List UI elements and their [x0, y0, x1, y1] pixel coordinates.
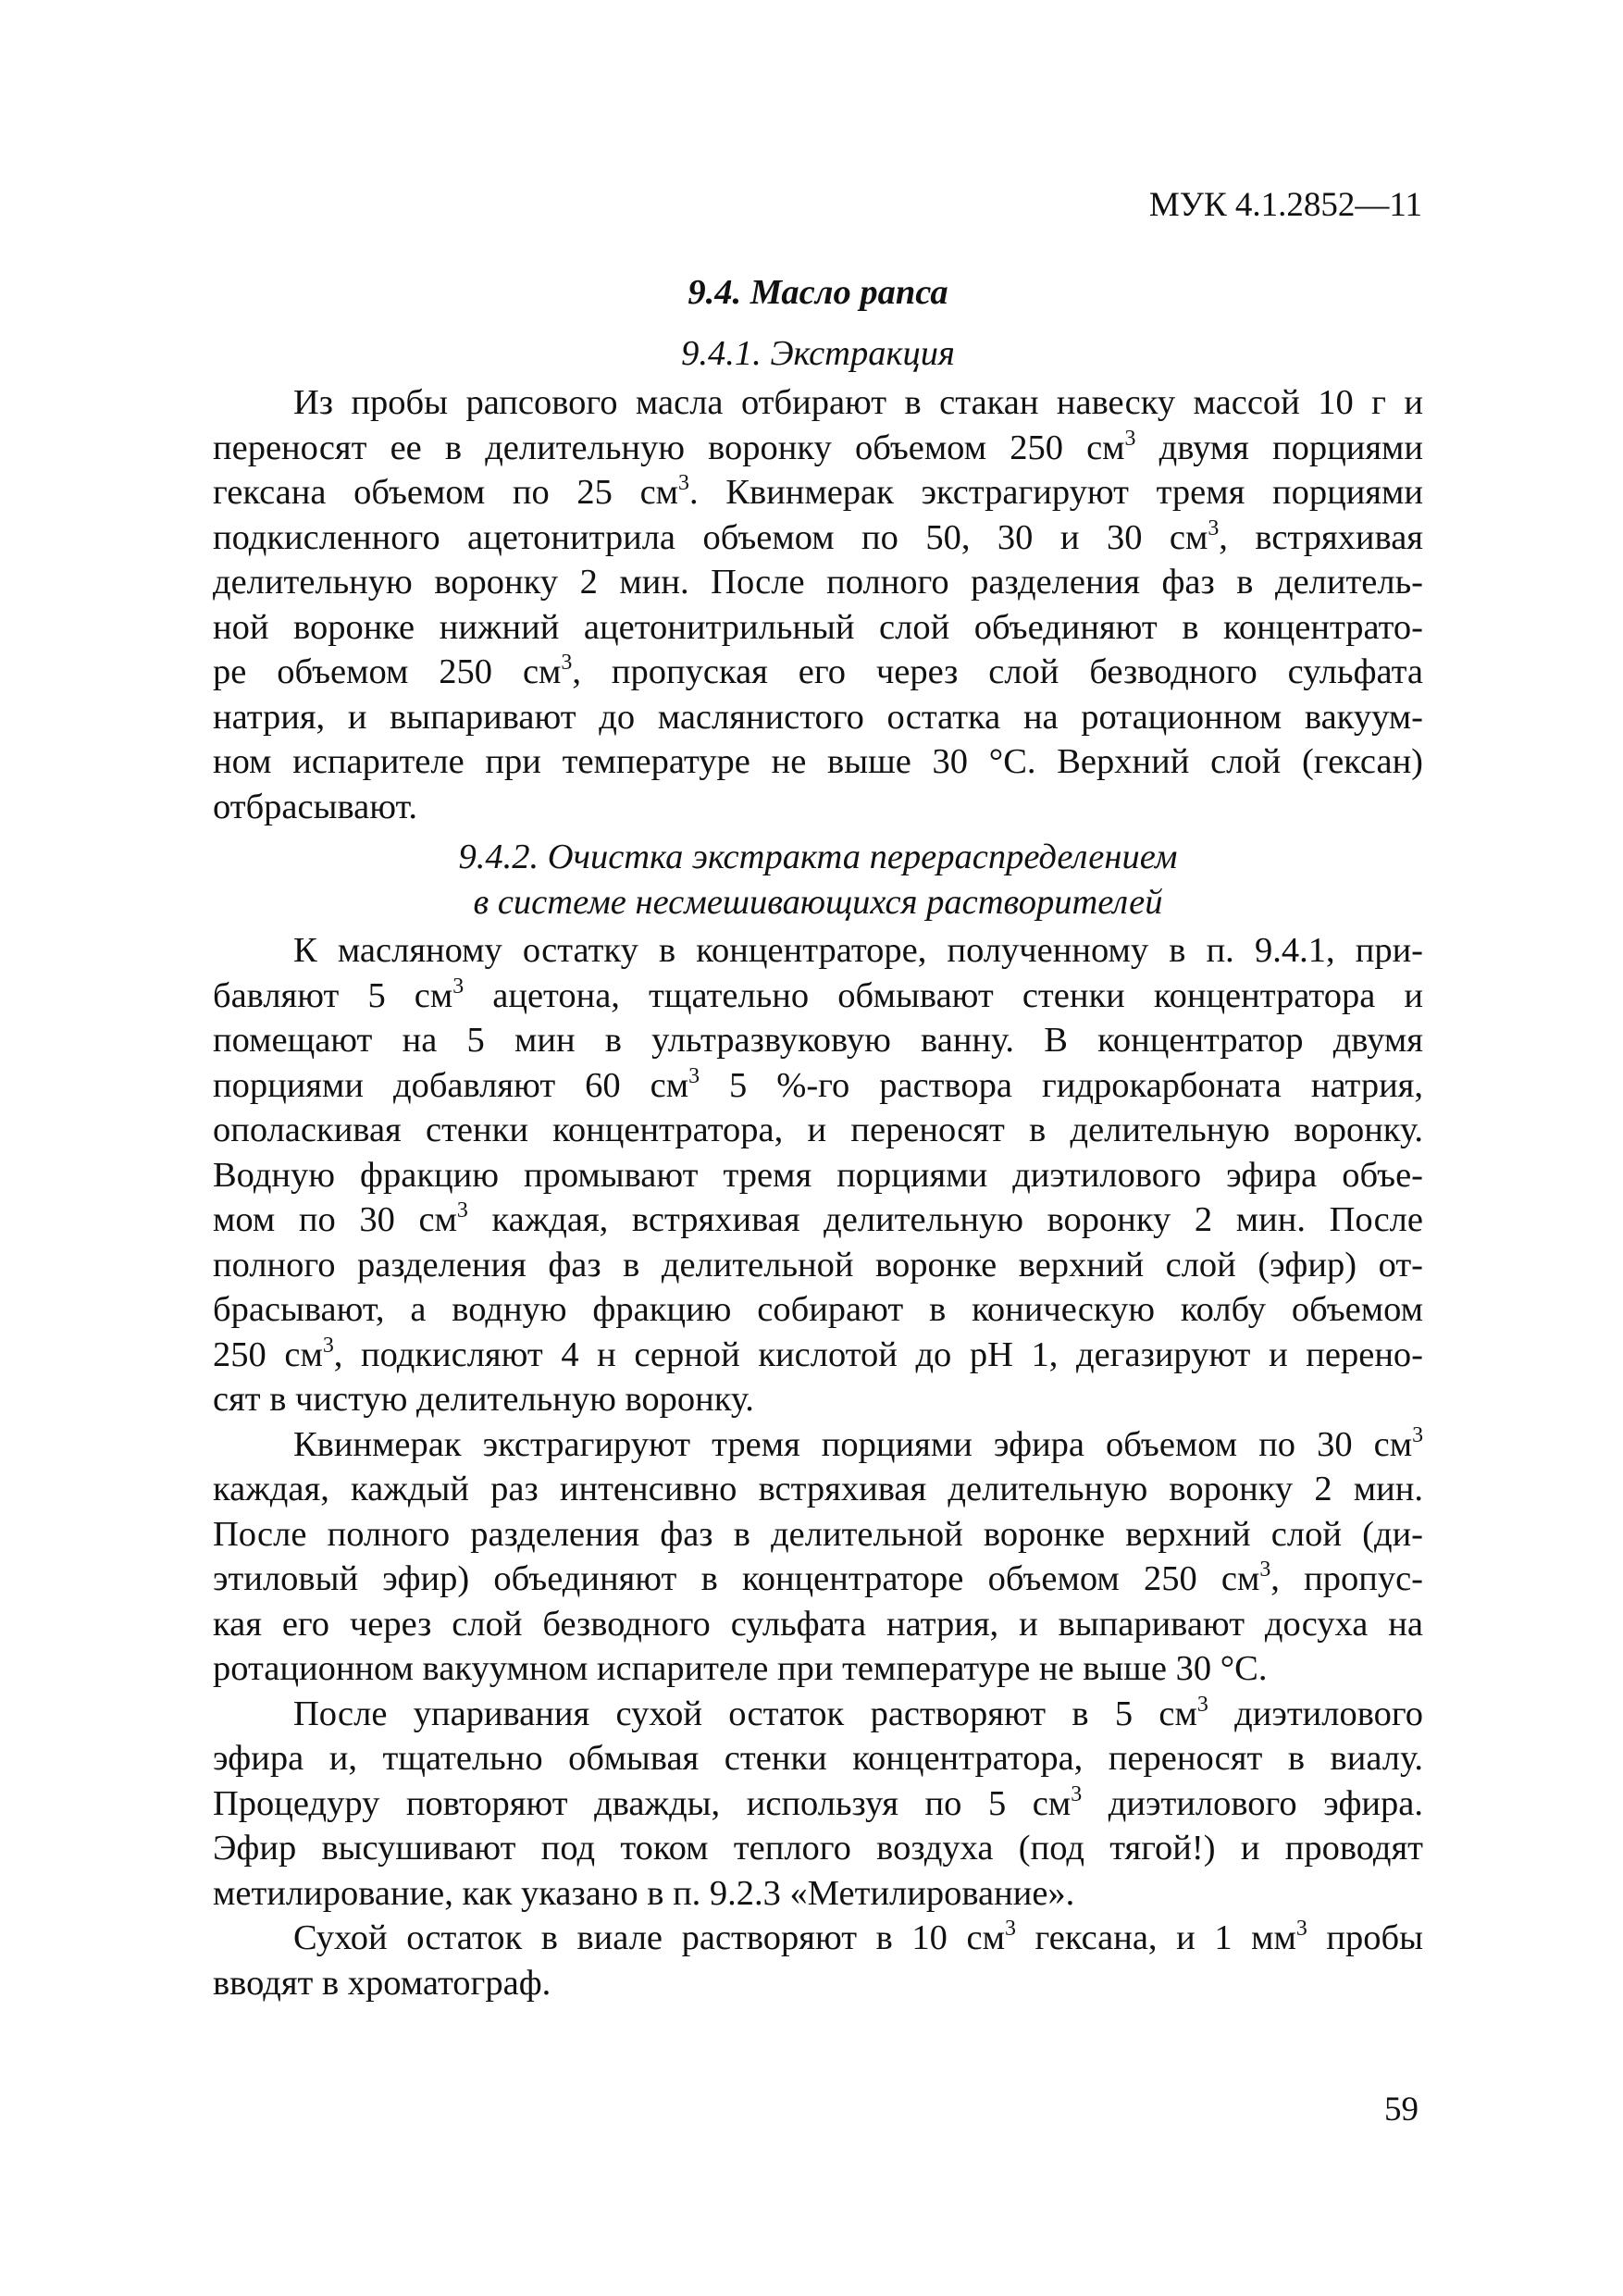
text-line: [213, 470, 1423, 515]
text-line: [213, 1422, 1423, 1468]
superscript: 3: [1295, 1917, 1307, 1942]
document-code: МУК 4.1.2852—11: [1148, 186, 1422, 224]
text-segment: , встряхивая: [1219, 517, 1423, 557]
text-line: [213, 1287, 1423, 1333]
text-segment: После полного разделения фаз в делительной воронке верхний слой (ди-: [213, 1514, 1423, 1554]
text-segment: После упаривания сухой остаток растворяют в 5 см: [293, 1694, 1197, 1733]
text-line: [213, 1692, 1423, 1737]
superscript: 3: [1259, 1558, 1271, 1582]
paragraph-cleanup-4: [213, 1916, 1423, 2005]
text-line: [213, 1467, 1423, 1512]
text-segment: ротационном вакуумном испарителе при температуре не выше 30 °C.: [213, 1649, 1268, 1688]
page-number: 59: [1384, 2091, 1419, 2128]
text-line: [213, 1781, 1423, 1827]
page-content: [213, 270, 1423, 2005]
text-line: [213, 1108, 1423, 1153]
text-line: [213, 1063, 1423, 1109]
text-segment: полного разделения фаз в делительной воронке верхний слой (эфир) от-: [213, 1245, 1423, 1285]
text-segment: Эфир высушивают под током теплого воздуха (под тягой!) и проводят: [213, 1829, 1423, 1868]
text-segment: каждая, встряхивая делительную воронку 2 мин. После: [467, 1200, 1423, 1239]
superscript: 3: [322, 1333, 334, 1358]
paragraph-cleanup-2: [213, 1422, 1423, 1692]
text-segment: ном испарителе при температуре не выше 30 °C. Верхний слой (гексан): [213, 742, 1423, 781]
text-segment: этиловый эфир) объединяют в концентраторе объемом 250 см: [213, 1559, 1260, 1598]
text-segment: отбрасывают.: [213, 787, 418, 826]
text-segment: ной воронке нижний ацетонитрильный слой объединяют в концентрато-: [213, 607, 1423, 647]
text-segment: пробы: [1307, 1918, 1423, 1957]
text-segment: Из пробы рапсового масла отбирают в стакан навеску массой 10 г и: [293, 383, 1423, 422]
text-segment: , пропус-: [1270, 1559, 1423, 1598]
text-line: [213, 974, 1423, 1019]
text-line: [213, 928, 1423, 974]
text-segment: , подкисляют 4 н серной кислотой до pH 1, дегазируют и перено-: [333, 1334, 1423, 1374]
text-line: [213, 426, 1423, 471]
text-segment: ре объемом 250 см: [213, 652, 562, 691]
text-segment: 250 см: [213, 1334, 323, 1374]
text-line: [213, 1243, 1423, 1288]
text-segment: гексана объемом по 25 см: [213, 473, 679, 512]
text-segment: Водную фракцию промывают тремя порциями диэтилового эфира объе-: [213, 1155, 1423, 1195]
text-line: [213, 560, 1423, 605]
text-line: [213, 1871, 1423, 1917]
text-segment: диэтилового эфира.: [1082, 1783, 1423, 1823]
text-segment: переносят ее в делительную воронку объемом 250 см: [213, 428, 1125, 467]
text-segment: К масляному остатку в концентраторе, полученному в п. 9.4.1, при-: [293, 931, 1423, 970]
subsection-title-cleanup: [213, 835, 1423, 925]
text-segment: брасывают, а водную фракцию собирают в коническую колбу объемом: [213, 1290, 1423, 1329]
text-segment: подкисленного ацетонитрила объемом по 50, 30 и 30 см: [213, 517, 1208, 557]
subsection-title-extraction: 9.4.1. Экстракция: [681, 334, 955, 373]
text-line: [213, 1333, 1423, 1378]
text-line: [213, 1153, 1423, 1198]
subsection-title-line: в системе несмешивающихся растворителей: [473, 882, 1163, 922]
text-line: [213, 1557, 1423, 1602]
superscript: 3: [678, 471, 689, 496]
superscript: 3: [1071, 1781, 1083, 1806]
text-line: [213, 1377, 1423, 1422]
text-line: [213, 1961, 1423, 2006]
section-title: 9.4. Масло рапса: [688, 273, 948, 312]
text-segment: Сухой остаток в виале растворяют в 10 см: [293, 1918, 1005, 1957]
text-line: [213, 650, 1423, 695]
text-segment: мом по 30 см: [213, 1200, 457, 1239]
text-segment: порциями добавляют 60 см: [213, 1065, 689, 1105]
text-line: [213, 1736, 1423, 1781]
text-segment: двумя порциями: [1135, 428, 1423, 467]
text-segment: вводят в хроматограф.: [213, 1963, 551, 2003]
text-line: [213, 1916, 1423, 1961]
superscript: 3: [1412, 1422, 1423, 1447]
text-line: [213, 1646, 1423, 1692]
text-segment: 5 %-го раствора гидрокарбоната натрия,: [700, 1065, 1424, 1105]
text-line: [213, 1512, 1423, 1558]
text-segment: сят в чистую делительную воронку.: [213, 1380, 754, 1419]
text-segment: натрия, и выпаривают до маслянистого остатка на ротационном вакуум-: [213, 697, 1423, 737]
text-segment: каждая, каждый раз интенсивно встряхивая делительную воронку 2 мин.: [213, 1470, 1423, 1508]
text-segment: бавляют 5 см: [213, 975, 453, 1015]
superscript: 3: [688, 1063, 700, 1088]
text-segment: эфира и, тщательно обмывая стенки концентратора, переносят в виалу.: [213, 1739, 1423, 1778]
superscript: 3: [1004, 1917, 1016, 1942]
text-line: [213, 380, 1423, 426]
text-line: [213, 739, 1423, 785]
text-line: [213, 785, 1423, 830]
text-segment: , пропуская его через слой безводного сульфата: [572, 652, 1423, 691]
text-line: [213, 1602, 1423, 1647]
paragraph-extraction: [213, 380, 1423, 829]
text-line: [213, 515, 1423, 561]
superscript: 3: [456, 1198, 468, 1223]
text-segment: делительную воронку 2 мин. После полного разделения фаз в делитель-: [213, 563, 1423, 602]
paragraph-cleanup-1: [213, 928, 1423, 1422]
text-line: [213, 1018, 1423, 1063]
text-segment: Процедуру повторяют дважды, используя по 5 см: [213, 1783, 1072, 1823]
superscript: 3: [1208, 515, 1220, 540]
text-segment: ополаскивая стенки концентратора, и переносят в делительную воронку.: [213, 1111, 1423, 1149]
superscript: 3: [561, 651, 573, 676]
text-segment: Квинмерак экстрагируют тремя порциями эфира объемом по 30 см: [293, 1424, 1413, 1464]
text-segment: кая его через слой безводного сульфата натрия, и выпаривают досуха на: [213, 1604, 1423, 1644]
text-segment: помещают на 5 мин в ультразвуковую ванну. В концентратор двумя: [213, 1021, 1423, 1060]
text-line: [213, 605, 1423, 651]
subsection-title-line: 9.4.2. Очистка экстракта перераспределением: [458, 838, 1178, 876]
text-line: [213, 1198, 1423, 1243]
superscript: 3: [1124, 426, 1136, 451]
text-line: [213, 695, 1423, 740]
text-segment: гексана, и 1 мм: [1015, 1918, 1296, 1957]
superscript: 3: [452, 974, 465, 999]
text-segment: диэтилового: [1208, 1694, 1423, 1733]
text-segment: ацетона, тщательно обмывают стенки концентратора и: [464, 975, 1423, 1015]
text-segment: метилирование, как указано в п. 9.2.3 «Метилирование».: [213, 1873, 1075, 1913]
paragraph-cleanup-3: [213, 1692, 1423, 1917]
superscript: 3: [1196, 1692, 1208, 1717]
text-line: [213, 1826, 1423, 1871]
text-segment: . Квинмерак экстрагируют тремя порциями: [688, 473, 1423, 512]
